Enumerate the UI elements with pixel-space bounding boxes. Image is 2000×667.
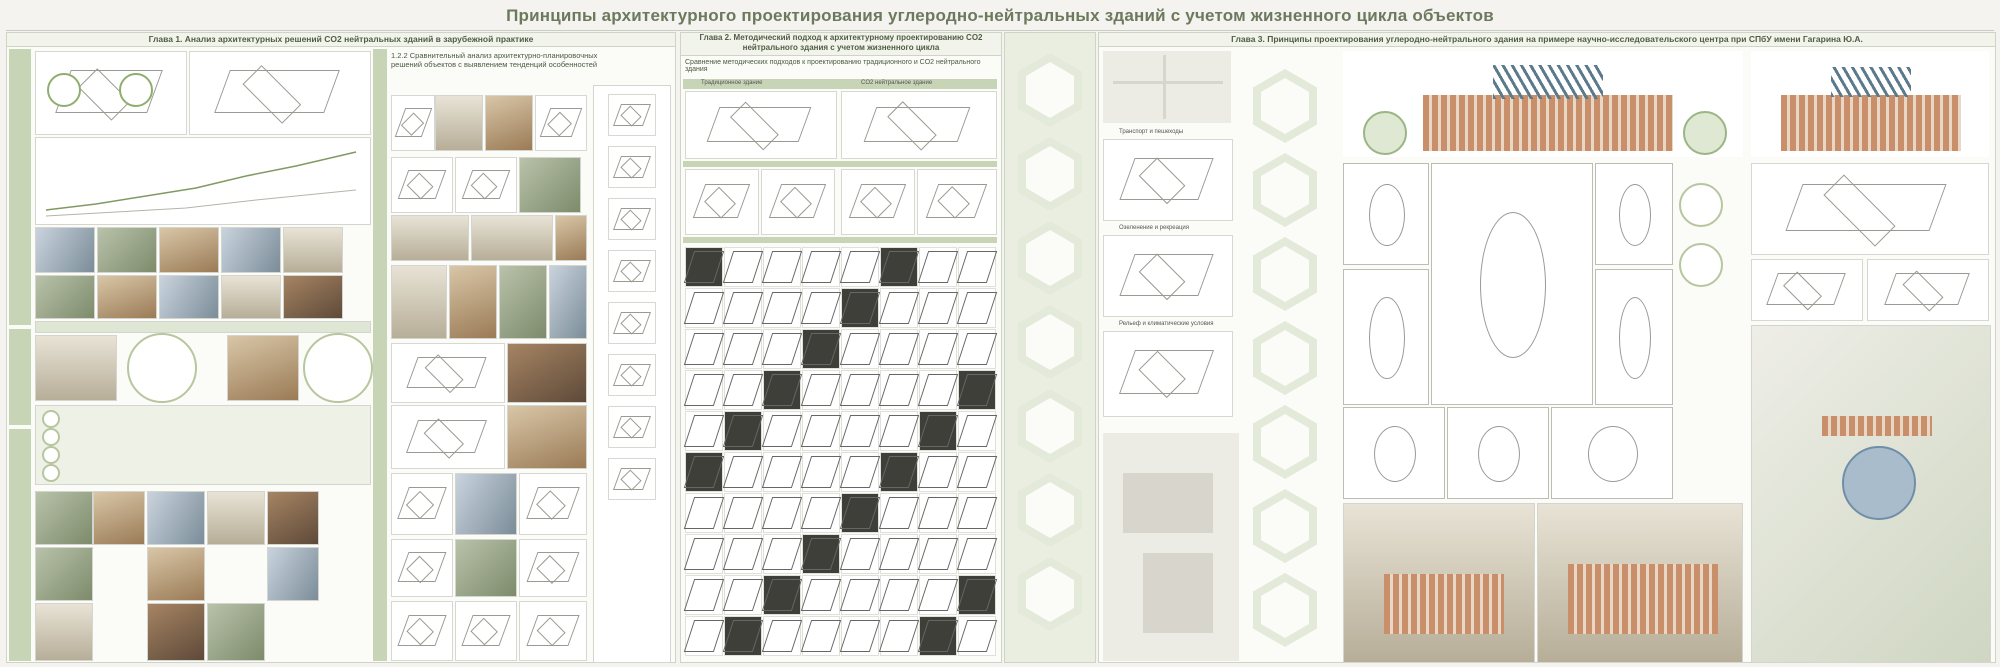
method-tile: [763, 493, 801, 533]
method-diagram-4: [917, 169, 997, 235]
wall-section-2: [391, 405, 505, 469]
icon-house-2: [608, 146, 656, 188]
method-tile: [880, 616, 918, 656]
comparison-photo-3: [519, 157, 581, 213]
comparison-photo-6: [555, 215, 587, 261]
hex-stage-4: [1018, 305, 1082, 379]
method-tile: [685, 616, 723, 656]
structure-sketch-2: [519, 473, 587, 535]
method-row-bar-2: [683, 237, 997, 243]
method-tile: [919, 411, 957, 451]
icon-co2: [608, 302, 656, 344]
icon-wind: [608, 458, 656, 500]
method-tile: [880, 452, 918, 492]
method-tile: [880, 493, 918, 533]
axon-transport: [1103, 139, 1233, 221]
building-section-1: [1751, 163, 1989, 255]
method-tile: [802, 411, 840, 451]
case-photo-8: [267, 547, 319, 601]
method-tile: [802, 452, 840, 492]
chapter-1-band-1: [9, 49, 31, 325]
method-tile: [958, 247, 996, 287]
method-tile: [919, 247, 957, 287]
floor-plan-7: [1551, 407, 1673, 499]
method-tile: [919, 329, 957, 369]
method-tile: [841, 370, 879, 410]
hex-stage-6: [1018, 473, 1082, 547]
label-relief: Рельеф и климатические условия: [1119, 321, 1214, 327]
method-tile: [841, 616, 879, 656]
method-tile: [763, 247, 801, 287]
donut-chart-1: [47, 73, 81, 107]
growth-chart: [35, 137, 371, 225]
icon-recycle: [608, 406, 656, 448]
diagram-timeline: [189, 51, 371, 135]
lifecycle-hex-column: [1004, 32, 1096, 663]
title-divider: [6, 30, 1994, 31]
hex-stage-5: [1018, 389, 1082, 463]
icon-column: [593, 85, 671, 663]
photo-10: [283, 275, 343, 319]
co2-column-label: CO2 нейтральное здание: [861, 80, 933, 86]
chapter-1-band-right: [373, 49, 387, 661]
method-tile: [841, 575, 879, 615]
method-tile: [685, 370, 723, 410]
comparison-sketch-3: [391, 157, 453, 213]
method-tile: [802, 370, 840, 410]
method-row-bar-1: [683, 161, 997, 167]
method-diagram-2: [761, 169, 835, 235]
list-icon-4: [42, 464, 60, 482]
photo-5: [283, 227, 343, 273]
building-hex-1: [1253, 69, 1317, 143]
floor-plan-1: [1343, 163, 1429, 265]
floor-plan-2: [1595, 163, 1673, 265]
icon-house-3: [608, 198, 656, 240]
method-tile: [958, 452, 996, 492]
chapter-1-band-2: [9, 329, 31, 425]
floor-plan-5: [1343, 407, 1445, 499]
co2-building-sketch: [841, 91, 997, 159]
method-tile: [685, 288, 723, 328]
method-tile: [763, 370, 801, 410]
method-tile: [724, 288, 762, 328]
energy-diagram-2: [1679, 243, 1723, 287]
method-tile: [685, 329, 723, 369]
building-hex-2: [1253, 153, 1317, 227]
method-diagram-3: [841, 169, 915, 235]
method-tile: [802, 247, 840, 287]
masterplan: [1103, 433, 1239, 661]
aerial-view: [1751, 325, 1991, 663]
method-tile: [919, 452, 957, 492]
method-tile: [685, 534, 723, 574]
photo-6: [35, 275, 95, 319]
chapter-3-panel: [1098, 32, 1996, 663]
method-tile: [802, 534, 840, 574]
case-photo-2: [93, 491, 145, 545]
method-tile: [802, 575, 840, 615]
render-view-1: [1343, 503, 1535, 663]
structure-sketch-6: [455, 601, 517, 661]
wall-photo-2: [507, 405, 587, 469]
method-tile: [802, 329, 840, 369]
photo-9: [221, 275, 281, 319]
circle-diagram-2: [303, 333, 373, 403]
method-tile: [724, 575, 762, 615]
method-tile: [724, 247, 762, 287]
floor-plan-3: [1343, 269, 1429, 405]
method-tile: [919, 493, 957, 533]
method-tile: [919, 370, 957, 410]
method-tile: [880, 411, 918, 451]
building-section-3: [1867, 259, 1989, 321]
photo-7: [97, 275, 157, 319]
photo-3: [159, 227, 219, 273]
method-diagram-1: [685, 169, 759, 235]
facade-photo-2: [449, 265, 497, 339]
method-tile: [685, 452, 723, 492]
comparison-sketch-4: [455, 157, 517, 213]
facade-elevation: [1343, 51, 1743, 157]
chapter-1-band-3: [9, 429, 31, 661]
chapter-1-heading: Глава 1. Анализ архитектурных решений CO2 нейтральных зданий в зарубежной практике: [7, 33, 675, 47]
method-tile: [802, 493, 840, 533]
case-photo-6: [35, 547, 93, 601]
method-tile: [841, 411, 879, 451]
render-view-2: [1537, 503, 1743, 663]
method-tile: [763, 575, 801, 615]
case-photo-11: [207, 603, 265, 661]
facade-elevation-2: [1751, 51, 1989, 157]
hex-stage-2: [1018, 137, 1082, 211]
structure-sketch-4: [519, 539, 587, 597]
comparison-photo-2: [485, 95, 533, 151]
method-tile: [880, 288, 918, 328]
method-tile: [919, 616, 957, 656]
method-tile: [724, 370, 762, 410]
method-tile: [880, 247, 918, 287]
method-tile: [841, 493, 879, 533]
site-map: [1103, 51, 1231, 123]
method-tile: [958, 493, 996, 533]
building-hex-3: [1253, 237, 1317, 311]
chapter-2-panel: [680, 32, 1002, 663]
building-hex-5: [1253, 405, 1317, 479]
building-hex-7: [1253, 573, 1317, 647]
chapter-2-subtitle: Сравнение методических подходов к проектированию традиционного и CO2 нейтрального здания: [685, 59, 981, 73]
growth-chart-svg: [36, 138, 370, 224]
method-tile: [802, 616, 840, 656]
method-tile: [919, 288, 957, 328]
method-tile: [919, 575, 957, 615]
facade-photo-1: [391, 265, 447, 339]
structure-sketch-1: [391, 473, 453, 535]
method-tile: [724, 616, 762, 656]
case-photo-10: [147, 603, 205, 661]
poster-title: Принципы архитектурного проектирования углеродно-нейтральных зданий с учетом жизненного цикла объектов: [506, 6, 1494, 25]
method-tile: [763, 616, 801, 656]
label-transport: Транспорт и пешеходы: [1119, 129, 1184, 135]
label-greenery: Озеленение и рекреация: [1119, 225, 1190, 231]
icon-solar: [608, 354, 656, 396]
hex-stage-1: [1018, 53, 1082, 127]
comparison-sketch-2: [535, 95, 587, 151]
method-tile: [685, 411, 723, 451]
comparison-photo-1: [435, 95, 483, 151]
method-tile: [841, 329, 879, 369]
wall-section-1: [391, 343, 505, 403]
method-tile-grid: [685, 247, 997, 657]
method-tile: [724, 329, 762, 369]
method-tile: [724, 534, 762, 574]
structure-photo-1: [455, 473, 517, 535]
icon-house-1: [608, 94, 656, 136]
principles-list: [35, 405, 371, 485]
method-tile: [802, 288, 840, 328]
method-tile: [880, 370, 918, 410]
photo-2: [97, 227, 157, 273]
floor-plan-main: [1431, 163, 1593, 405]
method-tile: [763, 329, 801, 369]
case-photo-9: [35, 603, 93, 661]
method-tile: [958, 288, 996, 328]
method-tile: [763, 534, 801, 574]
structure-sketch-5: [391, 601, 453, 661]
energy-diagram-1: [1679, 183, 1723, 227]
method-tile: [880, 534, 918, 574]
method-tile: [763, 411, 801, 451]
circle-diagram-1: [127, 333, 197, 403]
axon-relief: [1103, 331, 1233, 417]
case-photo-5: [267, 491, 319, 545]
method-tile: [685, 247, 723, 287]
method-tile: [841, 288, 879, 328]
method-tile: [763, 288, 801, 328]
case-photo-3: [147, 491, 205, 545]
axon-greenery: [1103, 235, 1233, 317]
hex-stage-3: [1018, 221, 1082, 295]
method-tile: [685, 493, 723, 533]
method-tile: [724, 411, 762, 451]
comparison-photo-4: [391, 215, 469, 261]
hex-stage-7: [1018, 557, 1082, 631]
method-tile: [919, 534, 957, 574]
chapter-2-heading: Глава 2. Методический подход к архитектурному проектированию CO2 нейтрального здания с учетом жизненного цикла: [681, 33, 1001, 56]
traditional-column-label: Традиционное здание: [701, 80, 763, 86]
donut-chart-2: [119, 73, 153, 107]
photo-4: [221, 227, 281, 273]
icon-city: [608, 250, 656, 292]
photo-1: [35, 227, 95, 273]
case-photo-4: [207, 491, 265, 545]
case-photo-7: [147, 547, 205, 601]
chapter-3-heading: Глава 3. Принципы проектирования углеродно-нейтрального здания на примере научно-исследовательского центра при СПбУ имени Гагарина Ю.А.: [1099, 33, 1995, 47]
facade-photo-3: [499, 265, 547, 339]
facade-photo-4: [549, 265, 587, 339]
floor-plan-4: [1595, 269, 1673, 405]
floor-plan-6: [1447, 407, 1549, 499]
list-icon-1: [42, 410, 60, 428]
building-hex-6: [1253, 489, 1317, 563]
method-tile: [841, 534, 879, 574]
method-tile: [880, 329, 918, 369]
method-tile: [724, 493, 762, 533]
building-render-2: [227, 335, 299, 401]
method-tile: [880, 575, 918, 615]
method-tile: [841, 247, 879, 287]
method-tile: [724, 452, 762, 492]
building-hex-4: [1253, 321, 1317, 395]
list-icon-2: [42, 428, 60, 446]
case-photo-1: [35, 491, 93, 545]
wall-photo-1: [507, 343, 587, 403]
comparison-photo-5: [471, 215, 553, 261]
method-tile: [841, 452, 879, 492]
building-section-2: [1751, 259, 1863, 321]
method-tile: [958, 411, 996, 451]
method-tile: [958, 329, 996, 369]
method-tile: [958, 575, 996, 615]
timeline-strip: [35, 321, 371, 333]
structure-sketch-3: [391, 539, 453, 597]
traditional-building-sketch: [685, 91, 837, 159]
method-tile: [763, 452, 801, 492]
list-icon-3: [42, 446, 60, 464]
method-tile: [958, 616, 996, 656]
method-tile: [958, 534, 996, 574]
chapter-1-subtitle: 1.2.2 Сравнительный анализ архитектурно-планировочных решений объектов с выявлением тенденций особенностей: [391, 51, 598, 69]
method-tile: [958, 370, 996, 410]
comparison-sketch-1: [391, 95, 435, 151]
structure-photo-2: [455, 539, 517, 597]
building-render-1: [35, 335, 117, 401]
chapter-1-panel: [6, 32, 676, 663]
photo-8: [159, 275, 219, 319]
method-tile: [685, 575, 723, 615]
structure-sketch-7: [519, 601, 587, 661]
